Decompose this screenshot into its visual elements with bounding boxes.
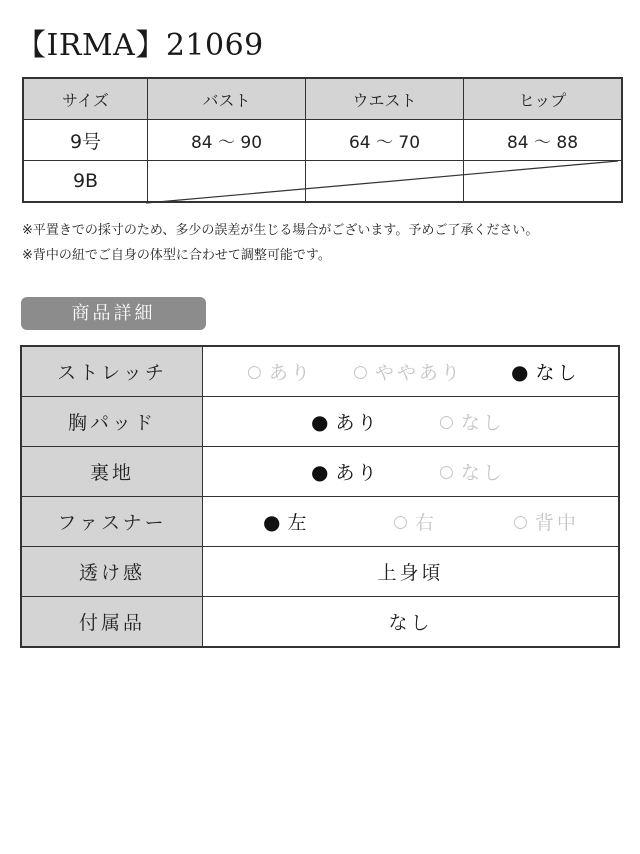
- lining-option-yes: [311, 458, 439, 485]
- circle-outline-icon: ○: [513, 511, 531, 532]
- stretch-options: [203, 346, 620, 397]
- option-text: 背中: [534, 512, 579, 534]
- bust-cell: 84 ～ 90: [148, 120, 306, 161]
- option-text: あり: [335, 412, 380, 434]
- pad-option-no: [439, 408, 505, 435]
- option-text: なし: [535, 362, 580, 384]
- detail-row-pad: [21, 397, 619, 447]
- label-pad: 胸パッド: [21, 397, 203, 447]
- circle-outline-icon: ○: [353, 361, 371, 382]
- hip-cell: [464, 161, 623, 203]
- label-sheer: 透け感: [21, 547, 203, 597]
- label-lining: 裏地: [21, 447, 203, 497]
- header-size: サイズ: [23, 78, 148, 120]
- fastener-options: [203, 497, 620, 547]
- circle-outline-icon: ○: [439, 461, 457, 482]
- label-fastener: ファスナー: [21, 497, 203, 547]
- pad-option-yes: [311, 408, 439, 435]
- waist-cell: [306, 161, 464, 203]
- option-text: なし: [460, 462, 505, 484]
- size-table: [22, 77, 623, 203]
- detail-row-lining: [21, 447, 619, 497]
- circle-outline-icon: ○: [439, 411, 457, 432]
- header-waist: ウエスト: [306, 78, 464, 120]
- hip-cell: 84 ～ 88: [464, 120, 623, 161]
- filled-circle-icon: ●: [511, 359, 532, 384]
- section-label-details: 商品詳細: [21, 297, 206, 330]
- fastener-option-left: [263, 508, 393, 535]
- option-text: 左: [287, 512, 310, 534]
- filled-circle-icon: ●: [263, 509, 284, 534]
- label-stretch: ストレッチ: [21, 346, 203, 397]
- table-row: [23, 120, 622, 161]
- option-text: ややあり: [374, 362, 463, 384]
- size-cell: 9号: [23, 120, 148, 161]
- fastener-option-back: [513, 508, 579, 535]
- option-text: あり: [335, 462, 380, 484]
- bust-cell: [148, 161, 306, 203]
- size-cell: 9B: [23, 161, 148, 203]
- fastener-option-right: [393, 508, 513, 535]
- waist-cell: 64 ～ 70: [306, 120, 464, 161]
- size-table-header-row: [23, 78, 622, 120]
- circle-outline-icon: ○: [393, 511, 411, 532]
- lining-option-no: [439, 458, 505, 485]
- circle-outline-icon: ○: [247, 361, 265, 382]
- adjustment-note: ※背中の紐でご自身の体型に合わせて調整可能です。: [22, 248, 331, 263]
- label-accessories: 付属品: [21, 597, 203, 648]
- option-text: 右: [414, 512, 437, 534]
- detail-row-sheer: [21, 547, 619, 597]
- filled-circle-icon: ●: [311, 459, 332, 484]
- measurement-note: ※平置きでの採寸のため、多少の誤差が生じる場合がございます。予めご了承ください。: [22, 223, 539, 238]
- table-row: [23, 161, 622, 203]
- detail-row-fastener: [21, 497, 619, 547]
- stretch-option-yes: [247, 358, 353, 385]
- option-text: なし: [460, 412, 505, 434]
- filled-circle-icon: ●: [311, 409, 332, 434]
- detail-row-stretch: [21, 346, 619, 397]
- detail-row-accessories: [21, 597, 619, 648]
- sheer-value: 上身頃: [203, 547, 620, 597]
- header-bust: バスト: [148, 78, 306, 120]
- detail-table: [20, 345, 620, 648]
- stretch-option-none: [511, 358, 579, 385]
- stretch-option-slight: [353, 358, 511, 385]
- header-hip: ヒップ: [464, 78, 623, 120]
- option-text: あり: [268, 362, 313, 384]
- accessories-value: なし: [203, 597, 620, 648]
- product-title: 【IRMA】21069: [16, 28, 264, 63]
- pad-options: [203, 397, 620, 447]
- lining-options: [203, 447, 620, 497]
